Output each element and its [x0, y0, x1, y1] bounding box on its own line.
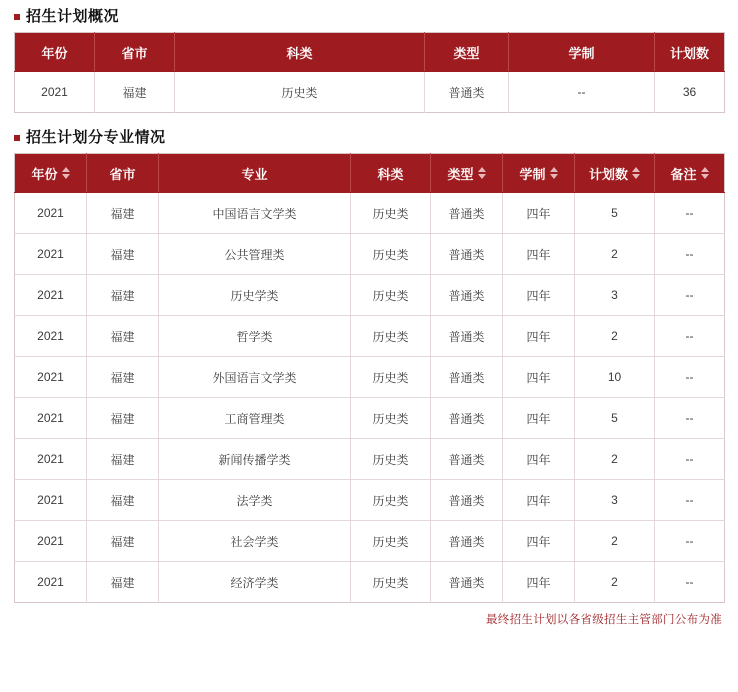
cell-duration: 四年: [503, 193, 575, 234]
cell-major: 中国语言文学类: [159, 193, 351, 234]
column-header-type: [425, 33, 509, 72]
cell-type: 普通类: [431, 439, 503, 480]
cell-year: 2021: [15, 72, 95, 113]
cell-remark: --: [655, 521, 725, 562]
cell-remark: --: [655, 562, 725, 603]
header-label: 专业: [241, 166, 268, 182]
cell-plan-count: 10: [575, 357, 655, 398]
column-header-major: [159, 154, 351, 193]
table-header-row: [15, 154, 725, 193]
cell-type: 普通类: [431, 480, 503, 521]
admission-detail-table: [14, 153, 725, 603]
cell-plan-count: 2: [575, 316, 655, 357]
cell-plan-count: 3: [575, 480, 655, 521]
cell-year: 2021: [15, 562, 87, 603]
sort-arrows-icon[interactable]: [478, 167, 486, 179]
column-header-province: [87, 154, 159, 193]
admission-plan-page: [0, 8, 738, 692]
cell-plan-count: 2: [575, 234, 655, 275]
cell-province: 福建: [87, 398, 159, 439]
cell-subject-category: 历史类: [351, 398, 431, 439]
section-title-text: 招生计划分专业情况: [26, 129, 166, 146]
cell-year: 2021: [15, 439, 87, 480]
cell-year: 2021: [15, 521, 87, 562]
cell-province: 福建: [95, 72, 175, 113]
cell-year: 2021: [15, 316, 87, 357]
header-label: 学制: [519, 166, 546, 182]
cell-type: 普通类: [431, 234, 503, 275]
cell-type: 普通类: [431, 562, 503, 603]
cell-province: 福建: [87, 439, 159, 480]
cell-duration: 四年: [503, 234, 575, 275]
column-header-duration[interactable]: [503, 154, 575, 193]
cell-plan-count: 5: [575, 398, 655, 439]
cell-type: 普通类: [431, 275, 503, 316]
table-row: [15, 521, 725, 562]
cell-duration: 四年: [503, 562, 575, 603]
header-label: 年份: [31, 166, 58, 182]
cell-major: 哲学类: [159, 316, 351, 357]
cell-type: 普通类: [431, 316, 503, 357]
cell-province: 福建: [87, 521, 159, 562]
header-label: 科类: [377, 166, 404, 182]
table-row: [15, 439, 725, 480]
sort-arrows-icon[interactable]: [632, 167, 640, 179]
cell-major: 经济学类: [159, 562, 351, 603]
cell-plan-count: 2: [575, 562, 655, 603]
cell-subject-category: 历史类: [351, 480, 431, 521]
table-row: [15, 562, 725, 603]
cell-duration: 四年: [503, 357, 575, 398]
cell-province: 福建: [87, 562, 159, 603]
table-header-row: [15, 33, 725, 72]
header-label: 类型: [447, 166, 474, 182]
cell-subject-category: 历史类: [351, 357, 431, 398]
cell-duration: 四年: [503, 480, 575, 521]
section-heading-detail: [14, 129, 724, 147]
cell-subject-category: 历史类: [351, 521, 431, 562]
cell-major: 新闻传播学类: [159, 439, 351, 480]
cell-subject-category: 历史类: [351, 316, 431, 357]
section-title-text: 招生计划概况: [26, 8, 120, 25]
admission-summary-table: [14, 32, 725, 113]
cell-plan-count: 3: [575, 275, 655, 316]
column-header-type[interactable]: [431, 154, 503, 193]
cell-remark: --: [655, 439, 725, 480]
cell-remark: --: [655, 316, 725, 357]
column-header-subject-category: [175, 33, 425, 72]
cell-major: 社会学类: [159, 521, 351, 562]
header-label: 科类: [286, 45, 313, 61]
cell-subject-category: 历史类: [351, 193, 431, 234]
column-header-subject-category: [351, 154, 431, 193]
cell-plan-count: 5: [575, 193, 655, 234]
column-header-province: [95, 33, 175, 72]
header-label: 计划数: [669, 45, 709, 61]
cell-type: 普通类: [431, 193, 503, 234]
cell-type: 普通类: [431, 521, 503, 562]
header-label: 类型: [453, 45, 480, 61]
cell-subject-category: 历史类: [351, 439, 431, 480]
cell-year: 2021: [15, 234, 87, 275]
sort-arrows-icon[interactable]: [550, 167, 558, 179]
cell-year: 2021: [15, 275, 87, 316]
header-label: 计划数: [588, 166, 628, 182]
cell-remark: --: [655, 398, 725, 439]
cell-province: 福建: [87, 480, 159, 521]
table-row: [15, 275, 725, 316]
table-row: [15, 316, 725, 357]
column-header-duration: [509, 33, 655, 72]
cell-remark: --: [655, 480, 725, 521]
cell-subject-category: 历史类: [351, 234, 431, 275]
footer-note: 最终招生计划以各省级招生主管部门公布为准: [486, 614, 722, 626]
cell-province: 福建: [87, 193, 159, 234]
table-row: [15, 398, 725, 439]
cell-duration: --: [509, 72, 655, 113]
cell-duration: 四年: [503, 275, 575, 316]
sort-arrows-icon[interactable]: [62, 167, 70, 179]
table-row: [15, 480, 725, 521]
column-header-plan-count: [655, 33, 725, 72]
header-label: 省市: [121, 45, 148, 61]
header-label: 省市: [109, 166, 136, 182]
cell-province: 福建: [87, 316, 159, 357]
cell-remark: --: [655, 234, 725, 275]
cell-major: 法学类: [159, 480, 351, 521]
cell-year: 2021: [15, 398, 87, 439]
cell-subject-category: 历史类: [175, 72, 425, 113]
cell-plan-count: 2: [575, 439, 655, 480]
column-header-year: [15, 33, 95, 72]
cell-major: 公共管理类: [159, 234, 351, 275]
sort-arrows-icon[interactable]: [701, 167, 709, 179]
cell-major: 工商管理类: [159, 398, 351, 439]
cell-subject-category: 历史类: [351, 275, 431, 316]
cell-duration: 四年: [503, 316, 575, 357]
cell-remark: --: [655, 357, 725, 398]
cell-year: 2021: [15, 193, 87, 234]
cell-duration: 四年: [503, 521, 575, 562]
header-label: 备注: [670, 166, 697, 182]
cell-major: 历史学类: [159, 275, 351, 316]
cell-type: 普通类: [431, 357, 503, 398]
table-row: [15, 72, 725, 113]
cell-province: 福建: [87, 275, 159, 316]
table-row: [15, 193, 725, 234]
cell-subject-category: 历史类: [351, 562, 431, 603]
cell-plan-count: 36: [655, 72, 725, 113]
table-row: [15, 357, 725, 398]
cell-remark: --: [655, 275, 725, 316]
cell-duration: 四年: [503, 398, 575, 439]
cell-province: 福建: [87, 357, 159, 398]
cell-major: 外国语言文学类: [159, 357, 351, 398]
cell-plan-count: 2: [575, 521, 655, 562]
column-header-plan-count[interactable]: [575, 154, 655, 193]
square-bullet-icon: [14, 14, 20, 20]
cell-year: 2021: [15, 357, 87, 398]
square-bullet-icon: [14, 135, 20, 141]
column-header-remark[interactable]: [655, 154, 725, 193]
section-heading-summary: [14, 8, 724, 26]
cell-type: 普通类: [425, 72, 509, 113]
header-label: 学制: [568, 45, 595, 61]
cell-province: 福建: [87, 234, 159, 275]
column-header-year[interactable]: [15, 154, 87, 193]
cell-year: 2021: [15, 480, 87, 521]
cell-remark: --: [655, 193, 725, 234]
header-label: 年份: [41, 45, 68, 61]
table-row: [15, 234, 725, 275]
cell-duration: 四年: [503, 439, 575, 480]
cell-type: 普通类: [431, 398, 503, 439]
